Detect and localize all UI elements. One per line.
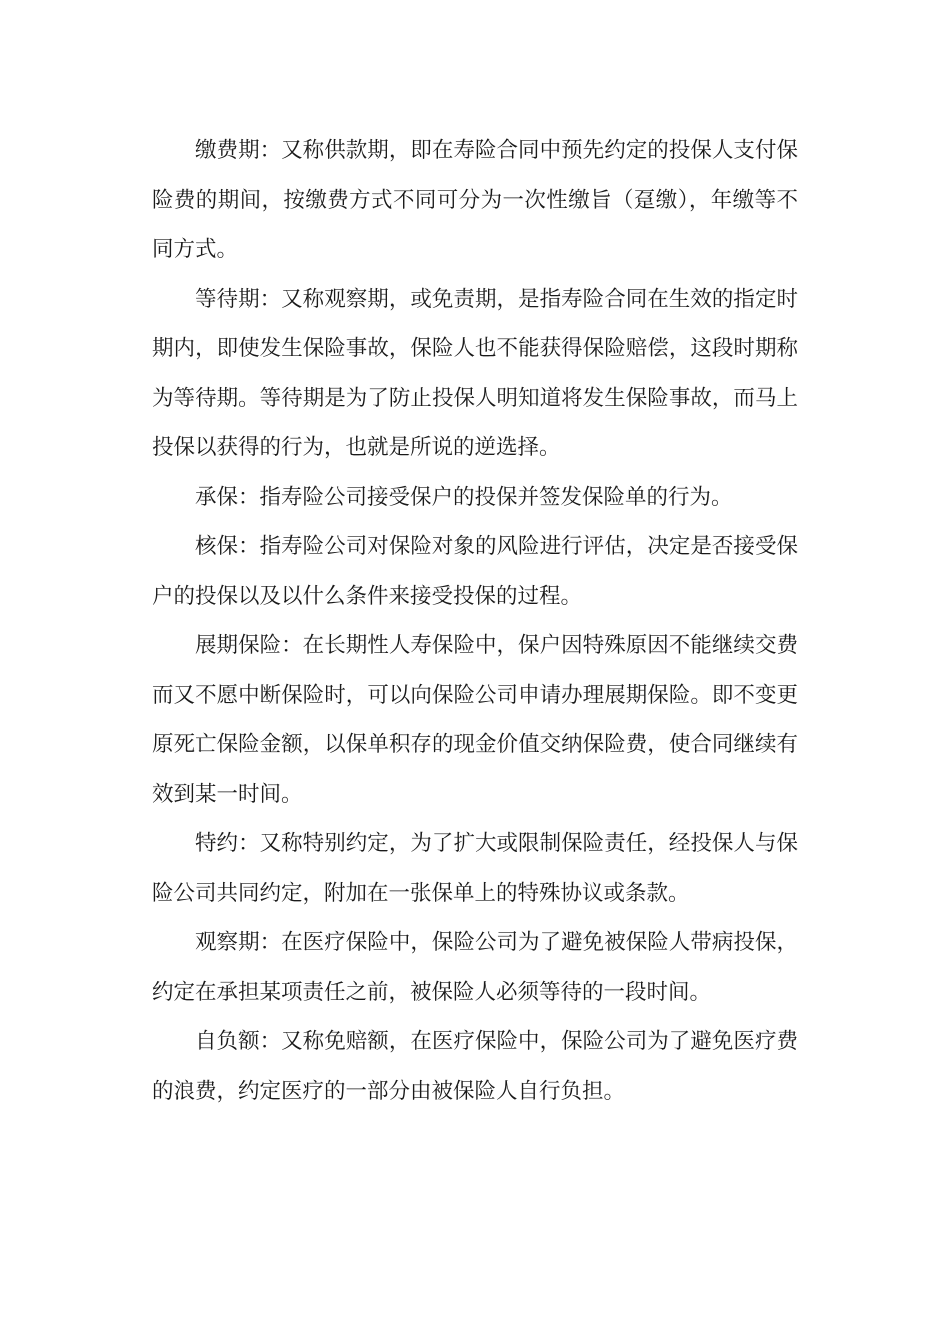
paragraph-observation-period: 观察期：在医疗保险中，保险公司为了避免被保险人带病投保，约定在承担某项责任之前，被保险人必须等待的一段时间。 [152, 930, 798, 1005]
paragraph-payment-period: 缴费期：又称供款期，即在寿险合同中预先约定的投保人支付保险费的期间，按缴费方式不同可分为一次性缴旨（趸缴），年缴等不同方式。 [152, 138, 798, 262]
paragraph-extended-insurance: 展期保险：在长期性人寿保险中，保户因特殊原因不能继续交费而又不愿中断保险时，可以向保险公司申请办理展期保险。即不变更原死亡保险金额，以保单积存的现金价值交纳保险费，使合同继续有效到某一时间。 [152, 633, 798, 807]
document-body [152, 126, 798, 1116]
paragraph-deductible: 自负额：又称免赔额，在医疗保险中，保险公司为了避免医疗费的浪费，约定医疗的一部分由被保险人自行负担。 [152, 1029, 798, 1104]
paragraph-waiting-period: 等待期：又称观察期，或免责期，是指寿险合同在生效的指定时期内，即使发生保险事故，保险人也不能获得保险赔偿，这段时期称为等待期。等待期是为了防止投保人明知道将发生保险事故，而马上投保以获得的行为，也就是所说的逆选择。 [152, 286, 798, 460]
paragraph-underwriting-review: 核保：指寿险公司对保险对象的风险进行评估，决定是否接受保户的投保以及以什么条件来接受投保的过程。 [152, 534, 798, 609]
paragraph-underwriting-acceptance: 承保：指寿险公司接受保户的投保并签发保险单的行为。 [195, 484, 733, 510]
paragraph-special-agreement: 特约：又称特别约定，为了扩大或限制保险责任，经投保人与保险公司共同约定，附加在一张保单上的特殊协议或条款。 [152, 831, 798, 906]
